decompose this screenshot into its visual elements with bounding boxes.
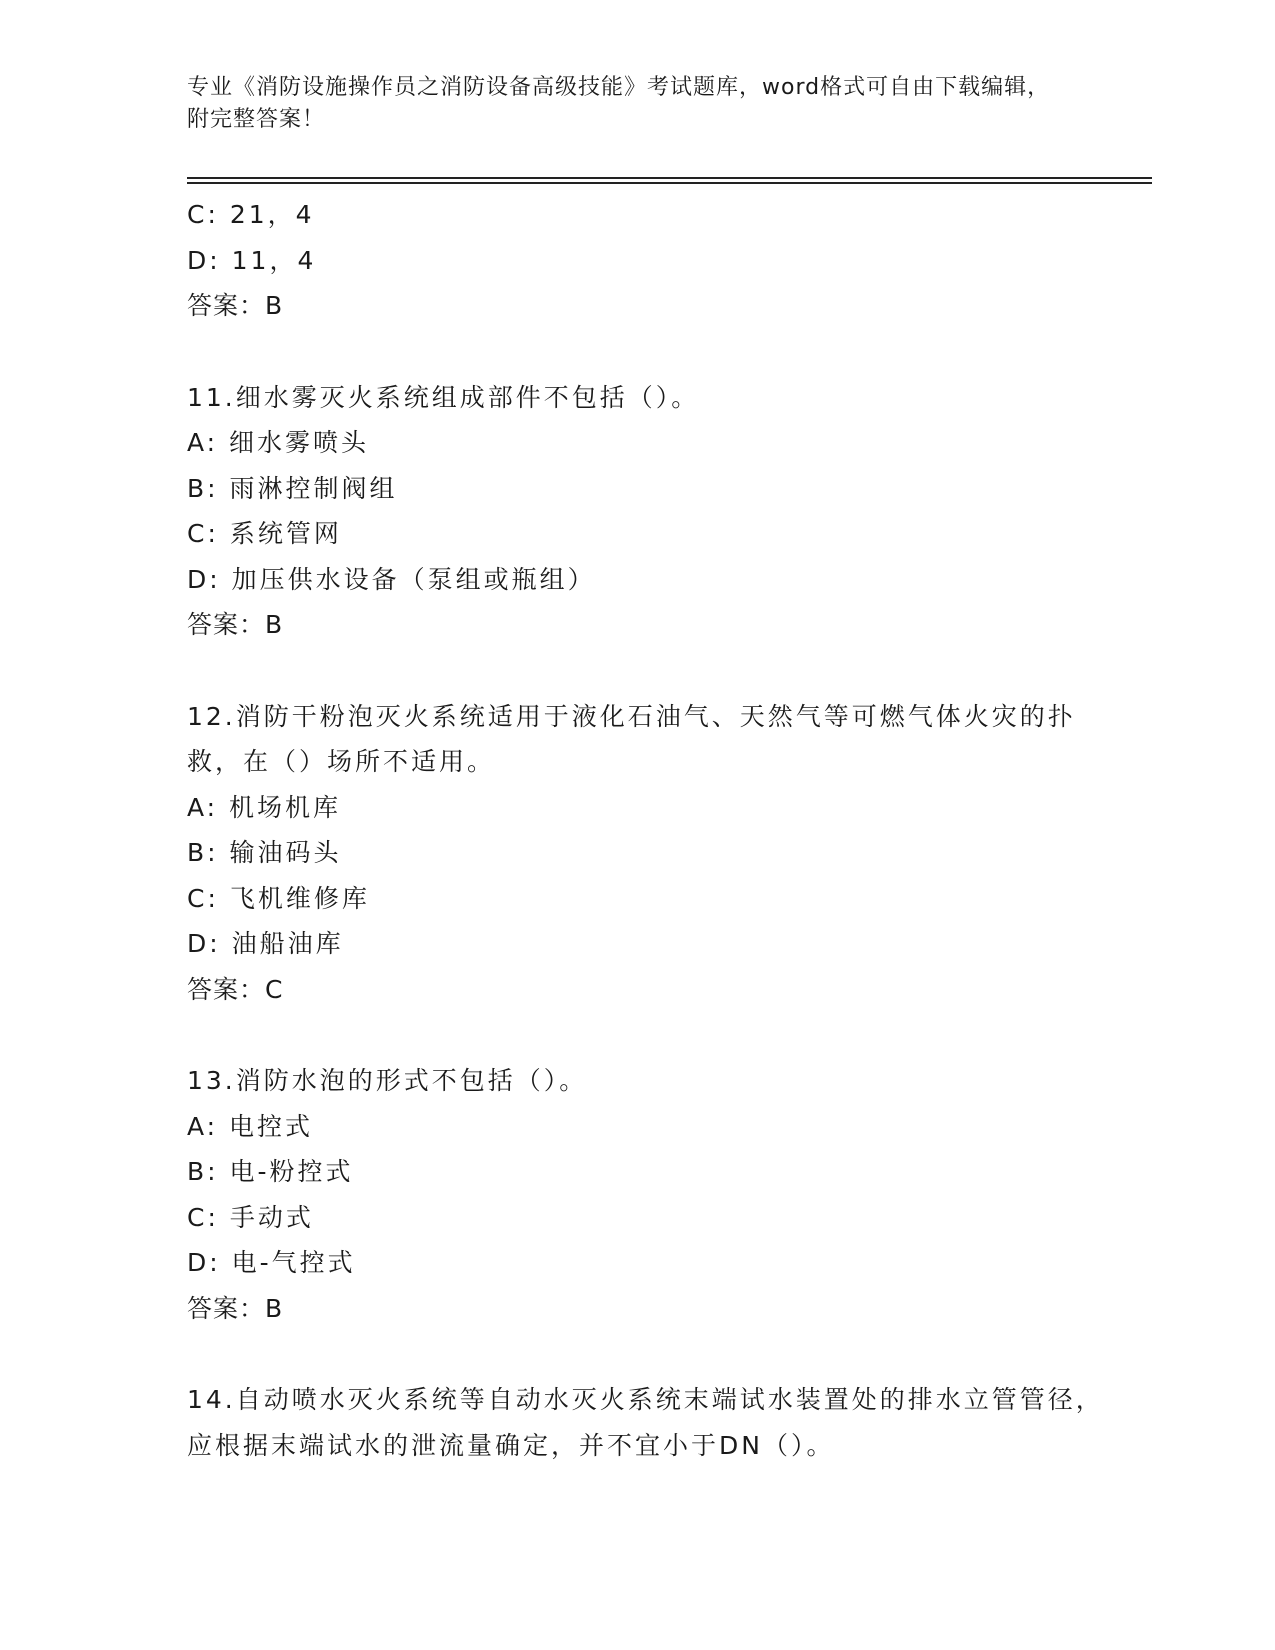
option-c: C: 飞机维修库 (187, 883, 370, 913)
document-header (187, 72, 1067, 136)
option-d: D: 加压供水设备（泵组或瓶组） (187, 564, 596, 594)
header-divider-bottom (187, 182, 1152, 184)
question-text: 消防干粉泡灭火系统适用于液化石油气、天然气等可燃气体火灾的扑救，在（）场所不适用。 (187, 701, 1076, 776)
option-b: B: 雨淋控制阀组 (187, 473, 398, 503)
option-a: A: 电控式 (187, 1111, 314, 1141)
option-d: D: 11，4 (187, 245, 317, 275)
question-list (187, 192, 1107, 1468)
answer: 答案：C (187, 974, 284, 1004)
question-text: 细水雾灭火系统组成部件不包括（）。 (235, 382, 700, 412)
question-number: 13. (187, 1066, 236, 1095)
question-text: 自动喷水灭火系统等自动水灭火系统末端试水装置处的排水立管管径，应根据末端试水的泄流量确定，并不宜小于DN（）。 (187, 1385, 1104, 1460)
option-c: C: 21，4 (187, 200, 315, 229)
answer: 答案：B (187, 1293, 284, 1323)
question-14 (187, 1377, 1107, 1468)
question-number: 14. (187, 1385, 236, 1414)
question-text: 消防水泡的形式不包括（）。 (235, 1066, 588, 1095)
question-11 (187, 375, 1107, 421)
question-13 (187, 1058, 1107, 1104)
option-c: C: 系统管网 (187, 519, 342, 548)
question-number: 12. (187, 701, 236, 731)
question-number: 11. (187, 382, 236, 412)
option-b: B: 电-粉控式 (187, 1157, 354, 1186)
option-d: D: 电-气控式 (187, 1248, 356, 1277)
header-divider-top (187, 177, 1152, 179)
option-a: A: 机场机库 (187, 792, 342, 822)
answer: 答案：B (187, 610, 284, 639)
answer: 答案：B (187, 291, 284, 320)
option-c: C: 手动式 (187, 1202, 314, 1232)
option-b: B: 输油码头 (187, 838, 342, 867)
option-d: D: 油船油库 (187, 929, 344, 958)
question-12 (187, 694, 1107, 785)
option-a: A: 细水雾喷头 (187, 428, 370, 457)
header-title: 专业《消防设施操作员之消防设备高级技能》考试题库，word格式可自由下载编辑，附完整答案！ (187, 75, 1051, 132)
